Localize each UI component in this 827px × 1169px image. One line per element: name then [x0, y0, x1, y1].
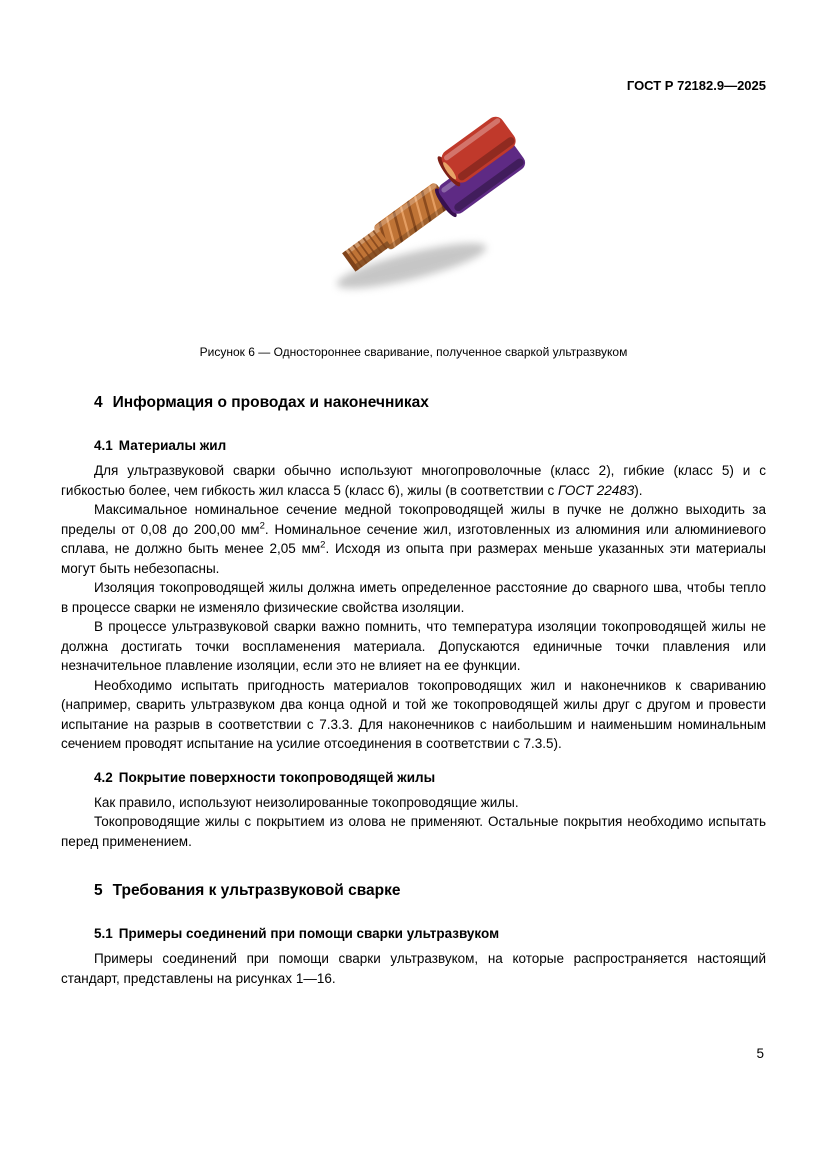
section-4-1-number: 4.1 [94, 438, 113, 453]
section-4-2-heading [61, 770, 766, 786]
paragraph-5-1-1: Примеры соединений при помощи сварки ультразвуком, на которые распространяется настоящий стандарт, представлены на рисунках 1—16. [61, 951, 766, 986]
paragraph-4-1-1: Для ультразвуковой сварки обычно используют многопроволочные (класс 2), гибкие (класс 5) и с гибкостью более, чем гибкость жил класса 5 (класс 6), жилы (в соответствии с ГОСТ 22483). [61, 463, 766, 498]
section-4-heading [61, 393, 766, 412]
welded-cable-photo [331, 112, 541, 306]
section-5-number: 5 [94, 882, 103, 899]
document-header: ГОСТ Р 72182.9—2025 [626, 78, 766, 93]
figure-caption: Рисунок 6 — Одностороннее сваривание, полученное сваркой ультразвуком [199, 345, 628, 359]
section-4-2-title: Покрытие поверхности токопроводящей жилы [118, 769, 436, 785]
figure-6 [61, 112, 766, 360]
gost-reference: ГОСТ 22483 [558, 482, 635, 498]
section-5-title: Требования к ультразвуковой сварке [112, 882, 401, 899]
paragraph-4-1-2: Максимальное номинальное сечение медной токопроводящей жилы в пучке не должно выходить за пределы от 0,08 до 200,00 $мм^2$. Номинальное сечение жил, изготовленных из алюминия или алюминиевого сплава, не должно быть менее 2,05 $мм^2$. Исходя из опыта при размерах меньше указанных эти материалы могут быть небезопасны. [61, 502, 766, 576]
section-4-number: 4 [94, 394, 103, 411]
section-4-1-title: Материалы жил [118, 438, 227, 453]
section-4-title: Информация о проводах и наконечниках [112, 394, 429, 411]
paragraph-4-1-5: Необходимо испытать пригодность материалов токопроводящих жил и наконечников к свариванию (например, сварить ультразвуком два конца одной и той же токопроводящей жилы друг с другом и провести испытание на разрыв в соответствии с 7.3.3. Для наконечников с наибольшим и наименьшим номинальным сечением проводят испытание на усилие отсоединения в соответствии с 7.3.5). [61, 677, 766, 751]
section-4-2-number: 4.2 [94, 769, 113, 785]
paragraph-4-2-2: Токопроводящие жилы с покрытием из олова не применяют. Остальные покрытия необходимо испытать перед применением. [61, 814, 766, 849]
cable-photo-wrap [331, 112, 541, 306]
page-number: 5 [756, 1046, 764, 1061]
section-4-1-heading [61, 438, 766, 454]
paragraph-4-1-4: В процессе ультразвуковой сварки важно помнить, что температура изоляции токопроводящей жилы не должна достигать точки воспламенения материала. Допускаются единичные точки плавления или незначительное плавление изоляции, если это не влияет на ее функции. [61, 619, 766, 673]
section-5-heading [61, 881, 766, 900]
section-5-1-title: Примеры соединений при помощи сварки ультразвуком [118, 926, 500, 941]
paragraph-4-2-1: Как правило, используют неизолированные токопроводящие жилы. [94, 794, 519, 810]
paragraph-4-1-3: Изоляция токопроводящей жилы должна иметь определенное расстояние до сварного шва, чтобы тепло в процессе сварки не изменяло физические свойства изоляции. [61, 580, 766, 615]
section-5-1-number: 5.1 [94, 926, 113, 941]
section-5-1-heading [61, 926, 766, 942]
